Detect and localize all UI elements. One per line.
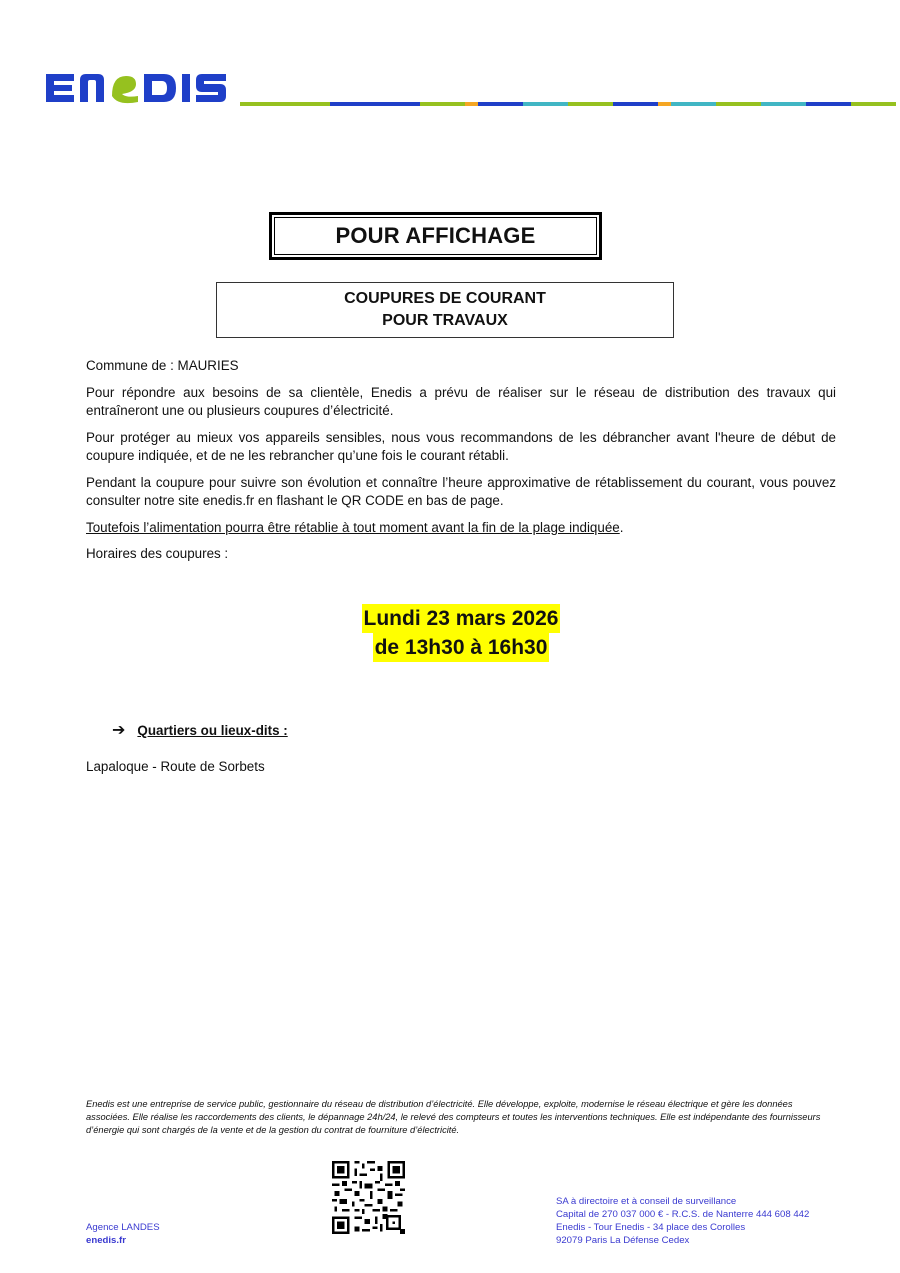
display-title: POUR AFFICHAGE — [274, 217, 597, 255]
legal-line-2: Capital de 270 037 000 € - R.C.S. de Nanterre 444 608 442 — [556, 1209, 810, 1220]
paragraph-2: Pour protéger au mieux vos appareils sensibles, nous vous recommandons de les débrancher avant l'heure de début de coupure indiquée, et de ne les rebrancher qu’une fois le courant rétabli. — [86, 429, 836, 463]
areas-heading-label: Quartiers ou lieux-dits : — [137, 722, 288, 738]
outage-schedule — [0, 604, 900, 662]
paragraph-3: Pendant la coupure pour suivre son évolution et connaître l’heure approximative de rétablissement du courant, vous pouvez consulter notre site enedis.fr en flashant le QR CODE en bas de page. — [86, 474, 836, 508]
paragraph-1: Pour répondre aux besoins de sa clientèle, Enedis a prévu de réaliser sur le réseau de distribution des travaux qui entraîneront une ou plusieurs coupures d’électricité. — [86, 384, 836, 418]
website-link[interactable]: enedis.fr — [86, 1235, 126, 1246]
areas-list: Lapaloque - Route de Sorbets — [86, 759, 265, 774]
legal-line-4: 92079 Paris La Défense Cedex — [556, 1235, 690, 1246]
subject-line-2: POUR TRAVAUX — [382, 312, 508, 329]
subject-box — [216, 282, 674, 338]
header-rule — [240, 102, 896, 106]
notice-body — [86, 357, 836, 572]
legal-info — [556, 1195, 809, 1247]
outage-date: Lundi 23 mars 2026 — [362, 604, 561, 633]
commune-line: Commune de : MAURIES — [86, 358, 239, 373]
enedis-logo — [44, 66, 234, 108]
footer-note: Enedis est une entreprise de service public, gestionnaire du réseau de distribution d’électricité. Elle développe, exploite, modernise le réseau électrique et gère les données associées. Elle réalise les raccordements des clients, le dépannage 24h/24, le relevé des compteurs et toutes les interventions techniques. Elle est indépendante des fournisseurs d’énergie qui sont chargés de la vente et de la gestion du contrat de fourniture d’électricité. — [86, 1099, 821, 1135]
agency-info — [86, 1221, 160, 1247]
areas-heading — [112, 720, 288, 740]
qr-code-icon[interactable] — [332, 1161, 405, 1234]
legal-line-3: Enedis - Tour Enedis - 34 place des Corolles — [556, 1222, 746, 1233]
paragraph-4: Toutefois l’alimentation pourra être rétablie à tout moment avant la fin de la plage indiquée. — [86, 519, 624, 535]
display-title-box — [269, 212, 602, 260]
schedule-heading: Horaires des coupures : — [86, 546, 229, 561]
outage-time: de 13h30 à 16h30 — [373, 633, 550, 662]
restoration-warning: Toutefois l’alimentation pourra être rétablie à tout moment avant la fin de la plage indiquée — [86, 519, 620, 535]
agency-name: Agence LANDES — [86, 1222, 160, 1233]
subject-line-1: COUPURES DE COURANT — [344, 290, 546, 307]
legal-line-1: SA à directoire et à conseil de surveillance — [556, 1196, 737, 1207]
arrow-right-icon: ➔ — [112, 722, 126, 739]
